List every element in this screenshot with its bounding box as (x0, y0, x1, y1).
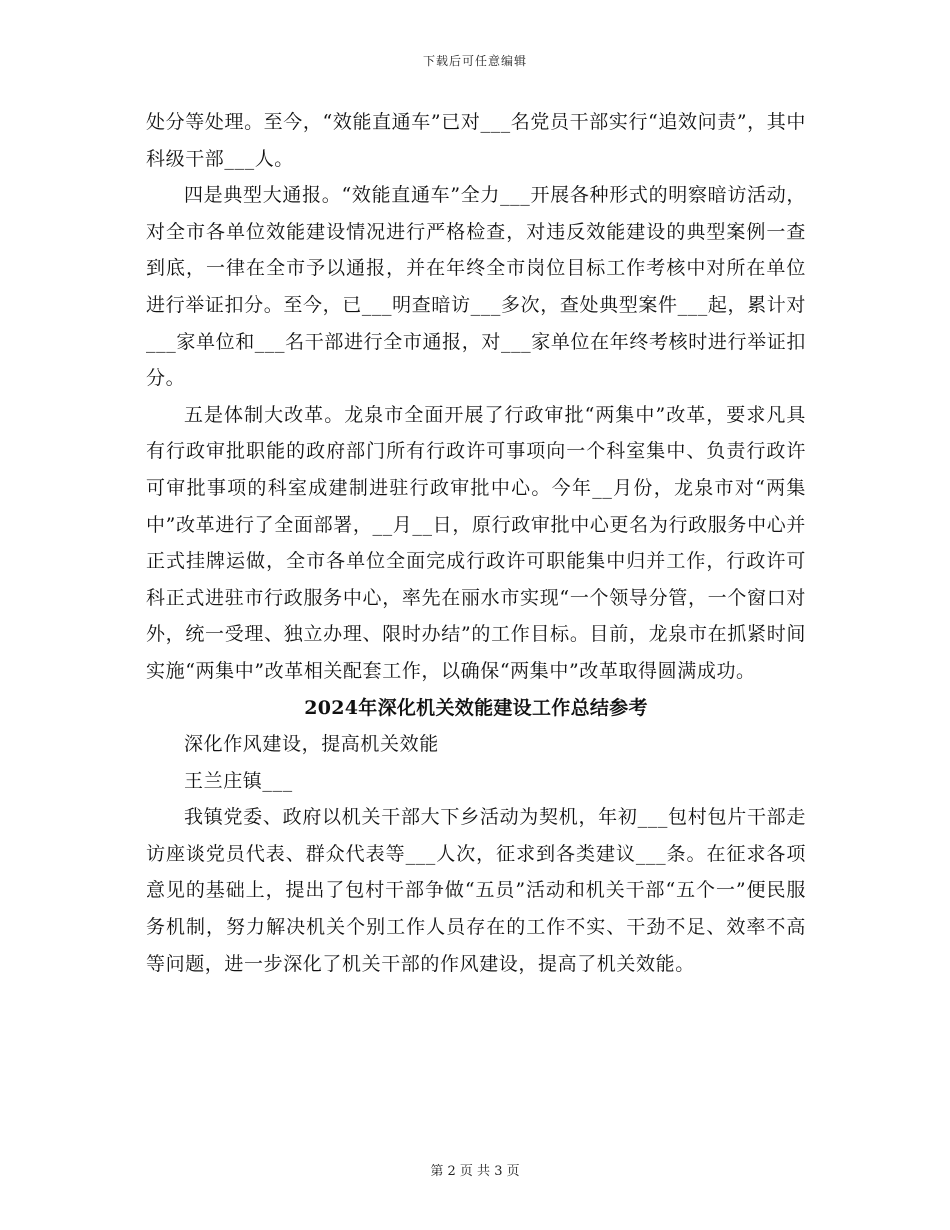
document-title: 2024年深化机关效能建设工作总结参考 (304, 696, 648, 719)
page-header-note: 下载后可任意编辑 (422, 54, 527, 68)
document-author: 王兰庄镇___ (184, 769, 293, 792)
page-number: 第 2 页 共 3 页 (430, 1164, 520, 1179)
paragraph-typical-notification: 四是典型大通报。“效能直通车”全力___开展各种形式的明察暗访活动，对全市各单位效能建设情况进行严格检查，对违反效能建设的典型案例一查到底，一律在全市予以通报，并在年终全市岗位目标工作考核中对所在单位进行举证扣分。至今，已___明查暗访___多次，查处典型案件___起，累计对___家单位和___名干部进行全市通报，对___家单位在年终考核时进行举证扣分。 (146, 184, 806, 390)
document-body (146, 104, 806, 982)
paragraph-town-work: 我镇党委、政府以机关干部大下乡活动为契机，年初___包村包片干部走访座谈党员代表、群众代表等___人次，征求到各类建议___条。在征求各项意见的基础上，提出了包村干部争做“五员”活动和机关干部“五个一”便民服务机制，努力解决机关个别工作人员存在的工作不实、干劲不足、效率不高等问题，进一步深化了机关干部的作风建设，提高了机关效能。 (146, 806, 806, 975)
paragraph-continuation: 处分等处理。至今，“效能直通车”已对___名党员干部实行“追效问责”，其中科级干部___人。 (146, 111, 806, 170)
paragraph-system-reform: 五是体制大改革。龙泉市全面开展了行政审批“两集中”改革，要求凡具有行政审批职能的政府部门所有行政许可事项向一个科室集中、负责行政许可审批事项的科室成建制进驻行政审批中心。今年__月份，龙泉市对“两集中”改革进行了全面部署，__月__日，原行政审批中心更名为行政服务中心并正式挂牌运做，全市各单位全面完成行政许可职能集中归并工作，行政许可科正式进驻市行政服务中心，率先在丽水市实现“一个领导分管，一个窗口对外，统一受理、独立办理、限时办结”的工作目标。目前，龙泉市在抓紧时间实施“两集中”改革相关配套工作，以确保“两集中”改革取得圆满成功。 (146, 403, 806, 682)
document-subtitle: 深化作风建设，提高机关效能 (184, 733, 439, 756)
